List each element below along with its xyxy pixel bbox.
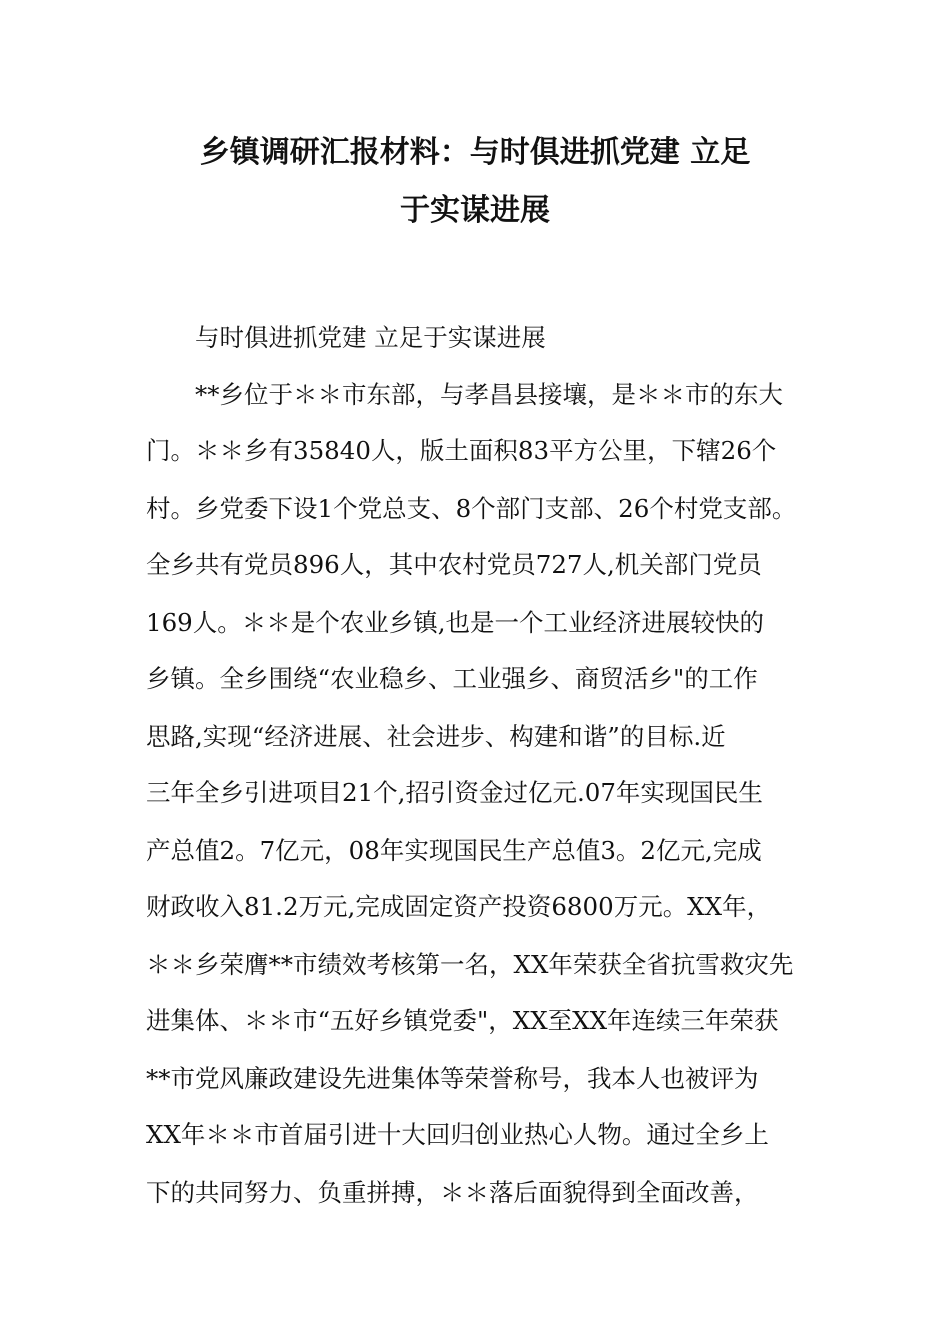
body-line-2: 门。＊＊乡有35840人，版土面积83平方公里，下辖26个 — [146, 436, 777, 465]
body-line-11: ＊＊乡荣膺**市绩效考核第一名，XX年荣获全省抗雪救灾先 — [146, 950, 794, 979]
body-line-14: XX年＊＊市首届引进十大回归创业热心人物。通过全乡上 — [146, 1120, 769, 1149]
body-line-9: 产总值2。7亿元，08年实现国民生产总值3。2亿元,完成 — [146, 836, 762, 865]
body-line-1: **乡位于＊＊市东部，与孝昌县接壤，是＊＊市的东大 — [195, 380, 783, 409]
body-line-5: 169人。＊＊是个农业乡镇,也是一个工业经济进展较快的 — [146, 608, 765, 637]
body-line-15: 下的共同努力、负重拼搏，＊＊落后面貌得到全面改善， — [146, 1178, 759, 1207]
body-line-8: 三年全乡引进项目21个,招引资金过亿元.07年实现国民生 — [146, 778, 763, 807]
body-line-10: 财政收入81.2万元,完成固定资产投资6800万元。XX年， — [146, 892, 772, 921]
body-line-4: 全乡共有党员896人，其中农村党员727人,机关部门党员 — [146, 550, 762, 579]
body-line-7: 思路,实现“经济进展、社会进步、构建和谐”的目标.近 — [146, 722, 726, 751]
body-line-6: 乡镇。全乡围绕“农业稳乡、工业强乡、商贸活乡"的工作 — [146, 664, 758, 693]
body-line-3: 村。乡党委下设1个党总支、8个部门支部、26个村党支部。 — [146, 494, 797, 523]
body-line-12: 进集体、＊＊市“五好乡镇党委"，XX至XX年连续三年荣获 — [146, 1006, 779, 1035]
document-title-line-1: 乡镇调研汇报材料：与时俱进抓党建 立足 — [199, 135, 751, 170]
subtitle-line: 与时俱进抓党建 立足于实谋进展 — [195, 323, 546, 352]
body-line-13: **市党风廉政建设先进集体等荣誉称号，我本人也被评为 — [146, 1064, 759, 1093]
document-title-line-2: 于实谋进展 — [400, 193, 550, 228]
